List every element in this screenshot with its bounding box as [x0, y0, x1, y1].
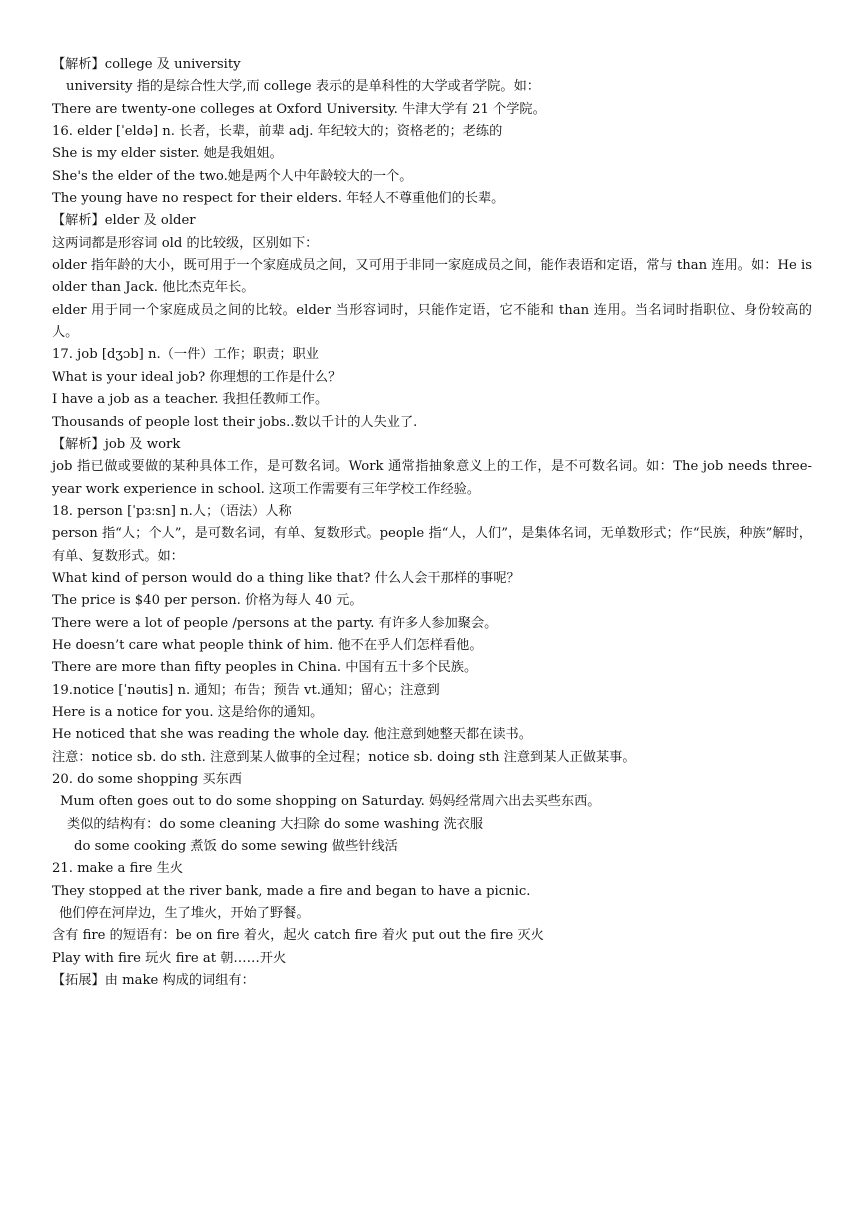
text-line: 他们停在河岸边，生了堆火，开始了野餐。 — [59, 906, 310, 922]
vocab-entry-heading: 18. person [ˈpɜːsn] n.人；（语法）人称 — [52, 503, 292, 519]
example-sentence: I have a job as a teacher. 我担任教师工作。 — [52, 392, 329, 408]
text-paragraph: job 指已做或要做的某种具体工作，是可数名词。Work 通常指抽象意义上的工作，是不可数名词。如：The job needs three-year work experience in school. 这项工作需要有三年学校工作经验。 — [52, 459, 812, 497]
example-sentence: Here is a notice for you. 这是给你的通知。 — [52, 704, 324, 720]
vocab-entry-heading: 17. job [dʒɔb] n.（一件）工作；职责；职业 — [52, 347, 319, 363]
note-line: 注意：notice sb. do sth. 注意到某人做事的全过程；notice sb. doing sth 注意到某人正做某事。 — [52, 749, 636, 765]
analysis-heading: 【解析】elder 及 older — [52, 213, 196, 229]
text-line: 含有 fire 的短语有：be on fire 着火，起火 catch fire 着火 put out the fire 灭火 — [52, 928, 544, 944]
text-line: 类似的结构有：do some cleaning 大扫除 do some washing 洗衣服 — [67, 816, 484, 832]
vocab-entry-heading: 16. elder [ˈeldə] n. 长者，长辈，前辈 adj. 年纪较大的；资格老的；老练的 — [52, 124, 503, 140]
example-sentence: He noticed that she was reading the whole day. 他注意到她整天都在读书。 — [52, 727, 532, 743]
example-sentence: The price is $40 per person. 价格为每人 40 元。 — [52, 593, 363, 609]
example-sentence: There are more than fifty peoples in China. 中国有五十多个民族。 — [52, 660, 478, 676]
example-sentence: What is your ideal job? 你理想的工作是什么？ — [52, 369, 342, 385]
text-line: university 指的是综合性大学,而 college 表示的是单科性的大学或者学院。如： — [66, 79, 540, 95]
analysis-heading: 【解析】job 及 work — [52, 436, 181, 452]
extension-heading: 【拓展】由 make 构成的词组有： — [52, 973, 255, 989]
document-page — [52, 54, 812, 992]
example-sentence: She's the elder of the two.她是两个人中年龄较大的一个。 — [52, 168, 413, 184]
vocab-entry-heading: 19.notice [ˈnəutis] n. 通知；布告；预告 vt.通知；留心；注意到 — [52, 682, 440, 698]
analysis-heading: 【解析】college 及 university — [52, 57, 241, 72]
example-sentence: Thousands of people lost their jobs..数以千计的人失业了. — [52, 414, 418, 430]
example-sentence: There were a lot of people /persons at the party. 有许多人参加聚会。 — [52, 615, 498, 631]
text-paragraph: elder 用于同一个家庭成员之间的比较。elder 当形容词时，只能作定语，它不能和 than 连用。当名词时指职位、身份较高的人。 — [52, 302, 812, 341]
text-line: 这两词都是形容词 old 的比较级，区别如下： — [52, 235, 319, 251]
text-paragraph: older 指年龄的大小，既可用于一个家庭成员之间，又可用于非同一家庭成员之间，能作表语和定语，常与 than 连用。如：He is older than Jack. 他比杰克年长。 — [52, 258, 812, 296]
text-line: Play with fire 玩火 fire at 朝……开火 — [52, 950, 287, 966]
example-sentence: He doesn’t care what people think of him. 他不在乎人们怎样看他。 — [52, 637, 483, 653]
text-line: do some cooking 煮饭 do some sewing 做些针线活 — [74, 839, 398, 855]
vocab-entry-heading: 20. do some shopping 买东西 — [52, 772, 242, 787]
example-sentence: Mum often goes out to do some shopping on Saturday. 妈妈经常周六出去买些东西。 — [60, 794, 601, 810]
vocab-entry-heading: 21. make a fire 生火 — [52, 861, 184, 877]
example-sentence: She is my elder sister. 她是我姐姐。 — [52, 146, 283, 162]
example-sentence: There are twenty-one colleges at Oxford University. 牛津大学有 21 个学院。 — [52, 101, 546, 117]
example-sentence: The young have no respect for their elders. 年轻人不尊重他们的长辈。 — [52, 191, 505, 207]
example-sentence: What kind of person would do a thing like that? 什么人会干那样的事呢？ — [52, 570, 520, 586]
example-sentence: They stopped at the river bank, made a fire and began to have a picnic. — [52, 883, 531, 899]
text-paragraph: person 指“人；个人”，是可数名词，有单、复数形式。people 指“人，人们”，是集体名词，无单数形式；作“民族，种族”解时，有单、复数形式。如： — [52, 526, 812, 564]
